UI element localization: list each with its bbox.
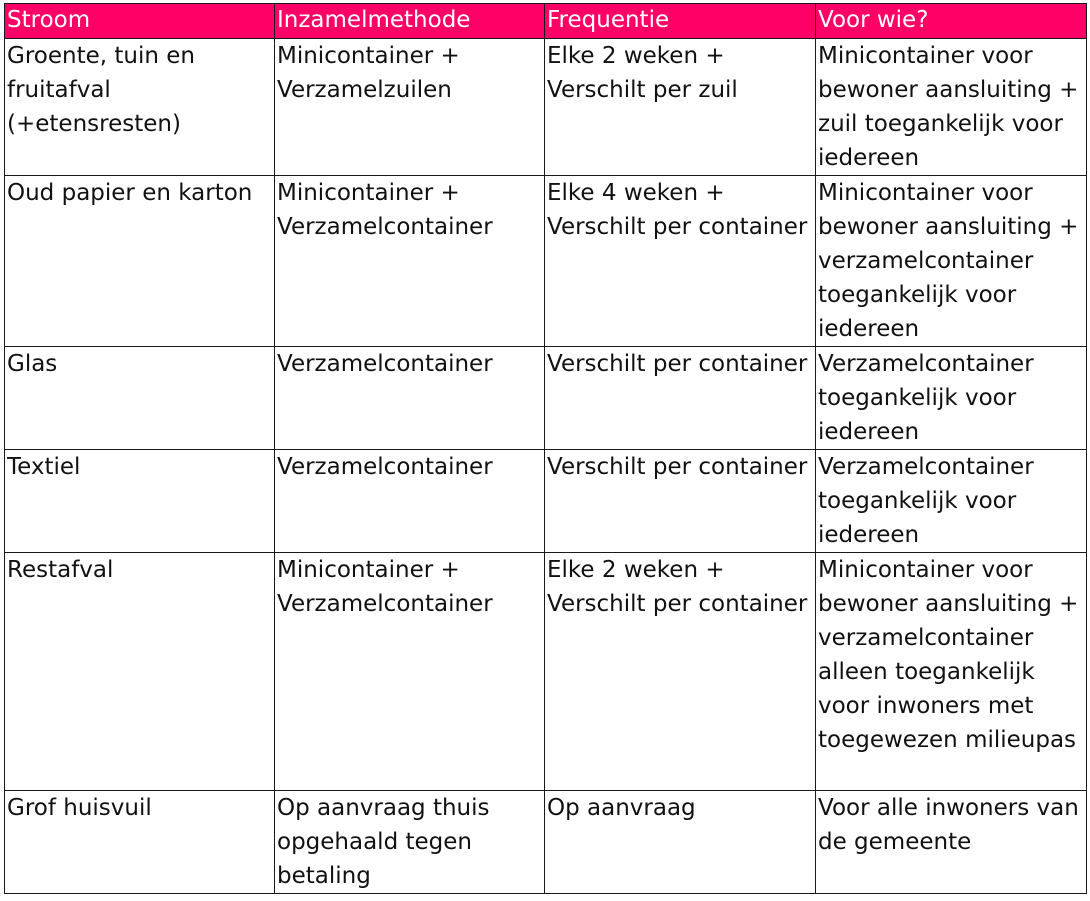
header-inzamelmethode: Inzamelmethode: [275, 4, 545, 39]
table-row: [5, 553, 1087, 791]
header-voor-wie: Voor wie?: [816, 4, 1087, 39]
cell-stroom: Glas: [5, 347, 275, 450]
cell-inzamelmethode: Minicontainer + Verzamelcontainer: [275, 553, 545, 791]
cell-voor-wie: Voor alle inwoners van de gemeente: [816, 791, 1087, 894]
cell-inzamelmethode: Minicontainer + Verzamelzuilen: [275, 39, 545, 176]
cell-voor-wie: Minicontainer voor bewoner aansluiting + zuil toegankelijk voor iedereen: [816, 39, 1087, 176]
cell-voor-wie: Minicontainer voor bewoner aansluiting + verzamelcontainer alleen toegankelijk voor inwoners met toegewezen milieupas: [816, 553, 1087, 791]
table-row: [5, 347, 1087, 450]
table-row: [5, 176, 1087, 347]
header-row: [5, 4, 1087, 39]
table-row: [5, 39, 1087, 176]
header-frequentie: Frequentie: [545, 4, 816, 39]
header-stroom: Stroom: [5, 4, 275, 39]
table-row: [5, 450, 1087, 553]
cell-voor-wie: Minicontainer voor bewoner aansluiting + verzamelcontainer toegankelijk voor iedereen: [816, 176, 1087, 347]
cell-frequentie: Elke 2 weken + Verschilt per container: [545, 553, 816, 791]
cell-stroom: Groente, tuin en fruitafval (+etensresten): [5, 39, 275, 176]
cell-frequentie: Op aanvraag: [545, 791, 816, 894]
table-header: [5, 4, 1087, 39]
cell-inzamelmethode: Op aanvraag thuis opgehaald tegen betaling: [275, 791, 545, 894]
cell-voor-wie: Verzamelcontainer toegankelijk voor iedereen: [816, 450, 1087, 553]
cell-stroom: Grof huisvuil: [5, 791, 275, 894]
cell-inzamelmethode: Minicontainer + Verzamelcontainer: [275, 176, 545, 347]
table-body: [5, 39, 1087, 894]
cell-inzamelmethode: Verzamelcontainer: [275, 450, 545, 553]
waste-collection-table: [4, 3, 1087, 894]
cell-stroom: Restafval: [5, 553, 275, 791]
cell-inzamelmethode: Verzamelcontainer: [275, 347, 545, 450]
cell-stroom: Oud papier en karton: [5, 176, 275, 347]
cell-frequentie: Verschilt per container: [545, 450, 816, 553]
cell-voor-wie: Verzamelcontainer toegankelijk voor iedereen: [816, 347, 1087, 450]
table-row: [5, 791, 1087, 894]
cell-frequentie: Elke 2 weken + Verschilt per zuil: [545, 39, 816, 176]
cell-frequentie: Elke 4 weken + Verschilt per container: [545, 176, 816, 347]
cell-frequentie: Verschilt per container: [545, 347, 816, 450]
cell-stroom: Textiel: [5, 450, 275, 553]
